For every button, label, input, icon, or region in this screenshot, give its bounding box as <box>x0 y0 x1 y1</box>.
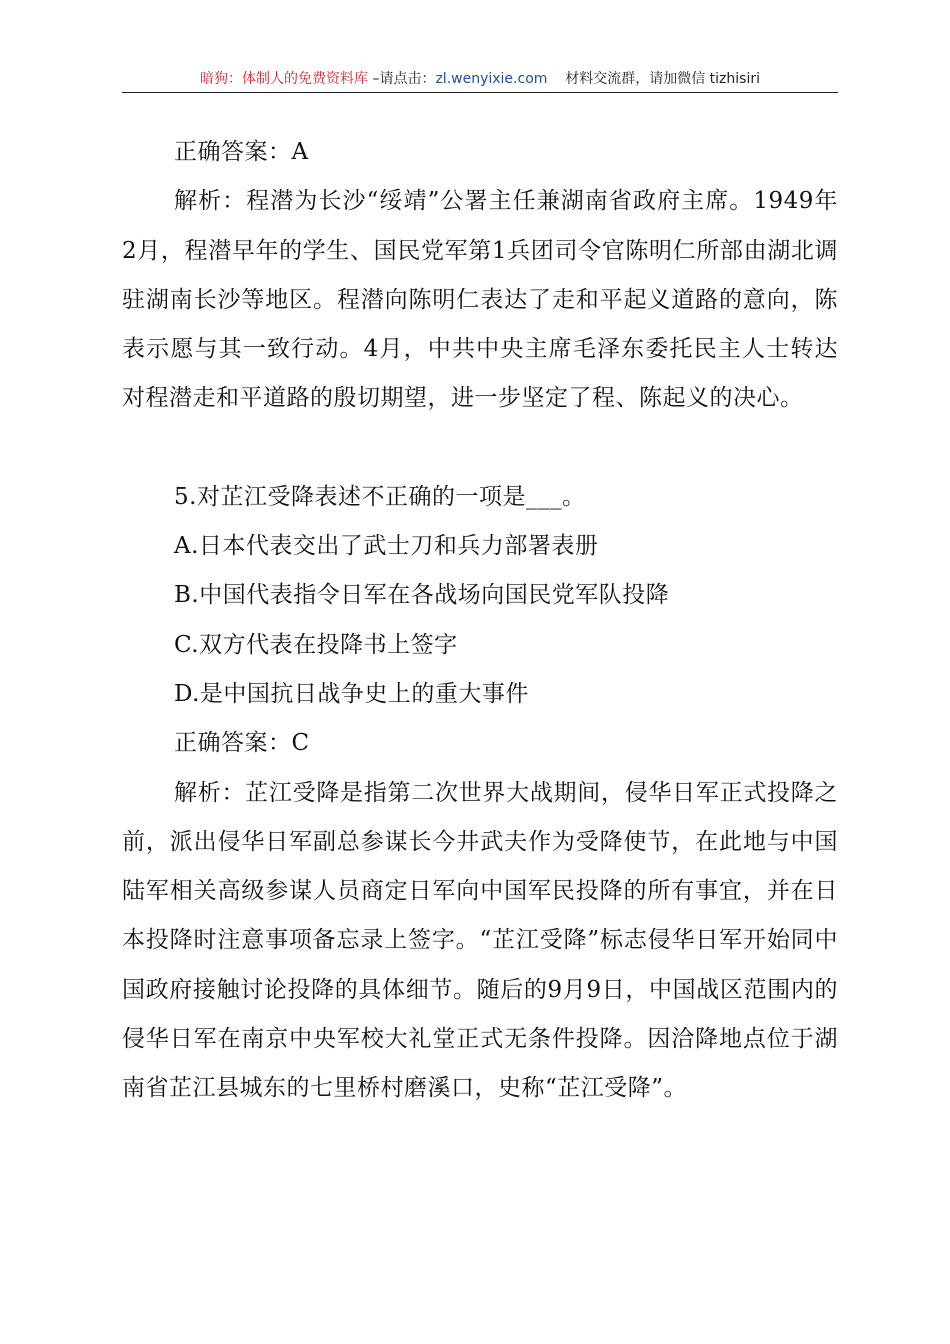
header-brand: 暗狗：体制人的免费资料库 <box>200 71 368 87</box>
paragraph-gap <box>122 424 838 473</box>
question-stem: 5.对芷江受降表述不正确的一项是___。 <box>174 483 586 510</box>
option-c: C.双方代表在投降书上签字 <box>174 631 458 658</box>
question-answer: 正确答案：C <box>174 730 310 757</box>
header-click-prefix: –请点击： <box>368 71 436 87</box>
prev-answer: 正确答案：A <box>174 139 309 165</box>
question-analysis: 解析：芷江受降是指第二次世界大战期间，侵华日军正式投降之前，派出侵华日军副总参谋长今井武夫作为受降使节，在此地与中国陆军相关高级参谋人员商定日军向中国军民投降的所有事宜，并在日本投降时注意事项备忘录上签字。“芷江受降”标志侵华日军开始同中国政府接触讨论投降的具体细节。随后的9月9日，中国战区范围内的侵华日军在南京中央军校大礼堂正式无条件投降。因洽降地点位于湖南省芷江县城东的七里桥村磨溪口，史称“芷江受降”。 <box>122 779 838 1102</box>
header-url-link[interactable]: zl.wenyixie.com <box>435 71 548 87</box>
prev-analysis: 解析：程潜为长沙“绥靖”公署主任兼湖南省政府主席。1949年2月，程潜早年的学生、国民党军第1兵团司令官陈明仁所部由湖北调驻湖南长沙等地区。程潜向陈明仁表达了走和平起义道路的意向，陈表示愿与其一致行动。4月，中共中央主席毛泽东委托民主人士转达对程潜走和平道路的殷切期望，进一步坚定了程、陈起义的决心。 <box>122 188 838 412</box>
option-b: B.中国代表指令日军在各战场向国民党军队投降 <box>174 582 670 609</box>
option-a: A.日本代表交出了武士刀和兵力部署表册 <box>174 533 599 560</box>
header-group-text: 材料交流群，请加微信 tizhisiri <box>565 71 760 87</box>
option-d: D.是中国抗日战争史上的重大事件 <box>174 680 529 707</box>
page-header <box>122 66 838 93</box>
document-body <box>122 128 838 1114</box>
